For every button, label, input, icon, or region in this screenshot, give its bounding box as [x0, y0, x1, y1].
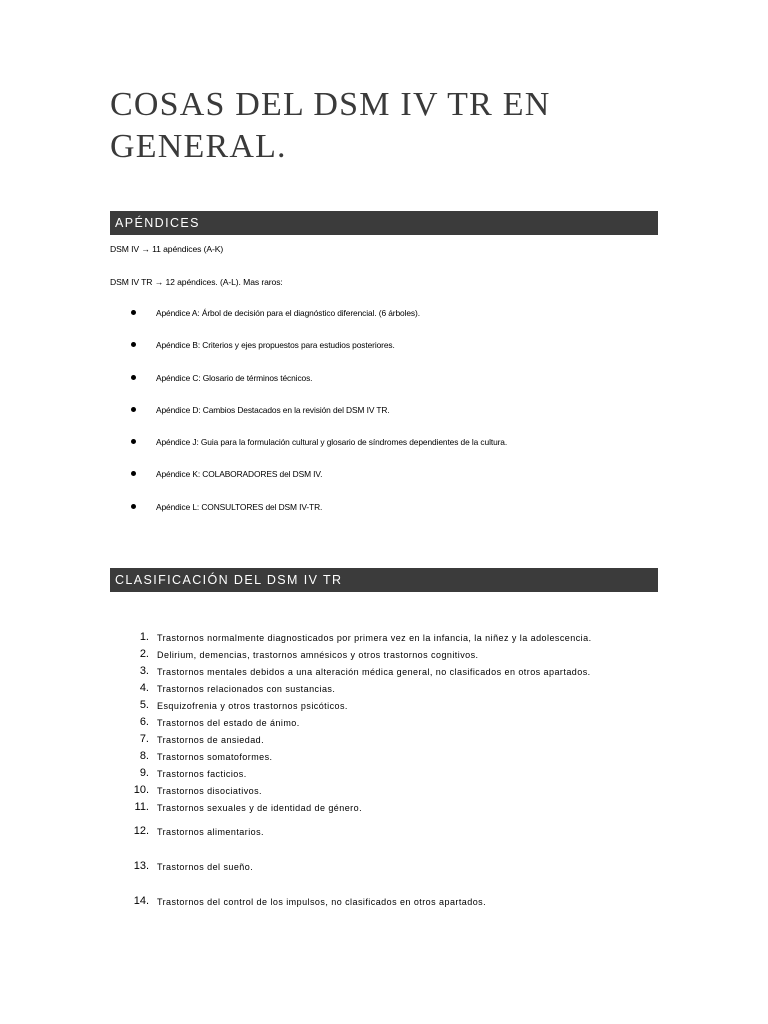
section-header-apendices: APÉNDICES — [110, 211, 658, 235]
item-text: Trastornos relacionados con sustancias. — [157, 684, 336, 694]
item-text: Esquizofrenia y otros trastornos psicóticos. — [157, 701, 348, 711]
appendix-item-text: Apéndice D: Cambios Destacados en la revisión del DSM IV TR. — [156, 405, 390, 415]
appendix-item-text: Apéndice A: Árbol de decisión para el diagnóstico diferencial. (6 árboles). — [156, 308, 420, 318]
bullet-icon — [131, 342, 136, 347]
item-text: Trastornos del estado de ánimo. — [157, 718, 300, 728]
item-number: 14. — [133, 895, 149, 907]
item-text: Delirium, demencias, trastornos amnésicos y otros trastornos cognitivos. — [157, 650, 479, 660]
item-number: 8. — [139, 750, 149, 762]
bullet-icon — [131, 439, 136, 444]
item-number: 2. — [139, 648, 149, 660]
apendices-dsm-iv-line: DSM IV → 11 apéndices (A-K) — [110, 244, 224, 254]
item-text: Trastornos de ansiedad. — [157, 735, 265, 745]
item-number: 12. — [133, 825, 149, 837]
appendix-item-text: Apéndice K: COLABORADORES del DSM IV. — [156, 469, 323, 479]
bullet-icon — [131, 504, 136, 509]
item-number: 9. — [139, 767, 149, 779]
apendices-dsm-iv-tr-line: DSM IV TR → 12 apéndices. (A-L). Mas raros: — [110, 277, 283, 287]
item-text: Trastornos sexuales y de identidad de género. — [157, 803, 363, 813]
item-number: 5. — [139, 699, 149, 711]
bullet-icon — [131, 310, 136, 315]
item-text: Trastornos del control de los impulsos, no clasificados en otros apartados. — [157, 897, 487, 907]
item-text: Trastornos facticios. — [157, 769, 247, 779]
item-number: 13. — [133, 860, 149, 872]
item-text: Trastornos del sueño. — [157, 862, 254, 872]
appendix-item-text: Apéndice J: Guia para la formulación cultural y glosario de síndromes dependientes de la cultura. — [156, 437, 508, 447]
item-number: 6. — [139, 716, 149, 728]
item-text: Trastornos somatoformes. — [157, 752, 273, 762]
item-text: Trastornos disociativos. — [157, 786, 263, 796]
section-header-clasificacion: CLASIFICACIÓN DEL DSM IV TR — [110, 568, 658, 592]
bullet-icon — [131, 471, 136, 476]
item-text: Trastornos normalmente diagnosticados por primera vez en la infancia, la niñez y la adolescencia. — [157, 633, 592, 643]
item-number: 11. — [134, 801, 149, 813]
bullet-icon — [131, 407, 136, 412]
appendix-item-text: Apéndice B: Criterios y ejes propuestos para estudios posteriores. — [156, 340, 395, 350]
appendix-item-text: Apéndice L: CONSULTORES del DSM IV-TR. — [156, 502, 323, 512]
appendix-item-text: Apéndice C: Glosario de términos técnicos. — [156, 373, 313, 383]
item-text: Trastornos mentales debidos a una alteración médica general, no clasificados en otros apartados. — [157, 667, 591, 677]
item-text: Trastornos alimentarios. — [157, 827, 265, 837]
item-number: 3. — [139, 665, 149, 677]
item-number: 10. — [133, 784, 149, 796]
item-number: 1. — [139, 631, 149, 643]
bullet-icon — [131, 375, 136, 380]
item-number: 4. — [139, 682, 149, 694]
page-title: COSAS DEL DSM IV TR EN GENERAL. — [110, 86, 551, 165]
item-number: 7. — [139, 733, 149, 745]
